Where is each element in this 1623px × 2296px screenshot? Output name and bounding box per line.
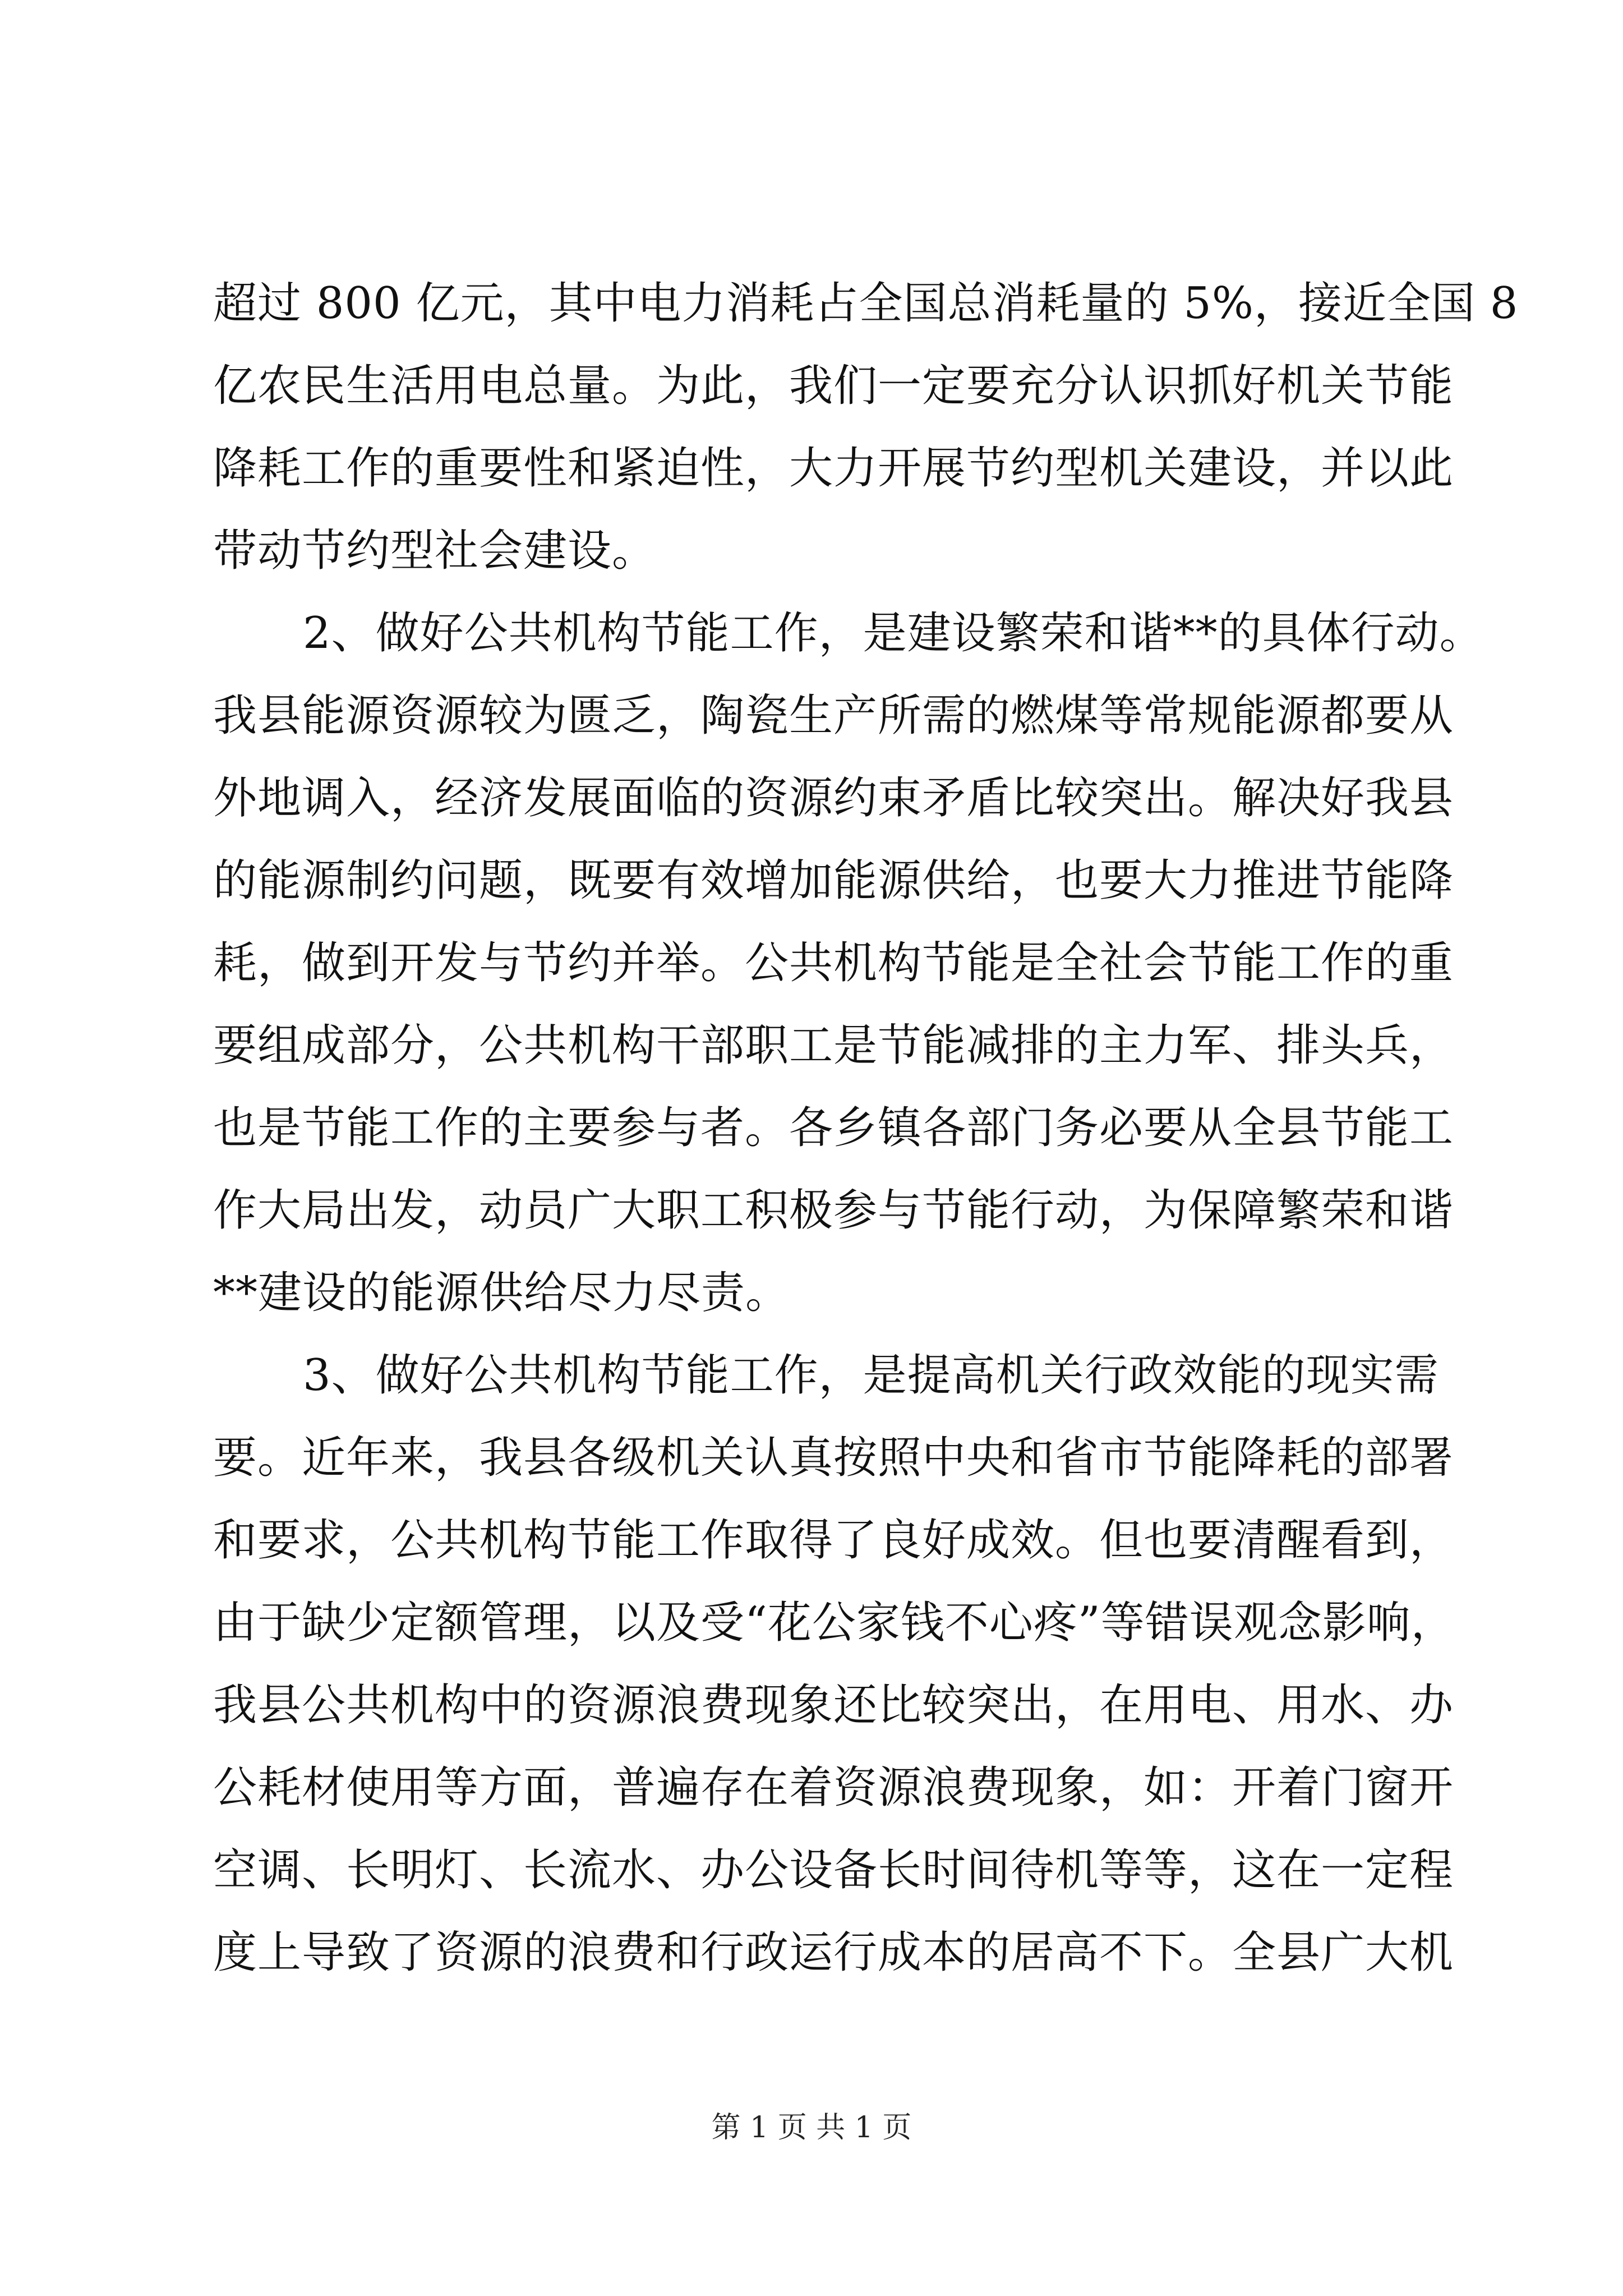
text-line: 公耗材使用等方面，普遍存在着资源浪费现象，如：开着门窗开 bbox=[213, 1763, 1454, 1813]
text-line: 的能源制约问题，既要有效增加能源供给，也要大力推进节能降 bbox=[213, 855, 1454, 906]
text-line: 由于缺少定额管理，以及受“花公家钱不心疼”等错误观念影响， bbox=[213, 1598, 1455, 1648]
text-line: 外地调入，经济发展面临的资源约束矛盾比较突出。解决好我县 bbox=[213, 773, 1454, 823]
text-line: 空调、长明灯、长流水、办公设备长时间待机等等，这在一定程 bbox=[213, 1845, 1454, 1895]
paragraph-start-line: 3、做好公共机构节能工作，是提高机关行政效能的现实需 bbox=[303, 1350, 1439, 1401]
text-line: 和要求，公共机构节能工作取得了良好成效。但也要清醒看到， bbox=[213, 1515, 1454, 1566]
text-line: 超过 800 亿元，其中电力消耗占全国总消耗量的 5%，接近全国 8 bbox=[213, 278, 1519, 329]
text-line: 亿农民生活用电总量。为此，我们一定要充分认识抓好机关节能 bbox=[213, 361, 1454, 411]
page-footer: 第 1 页 共 1 页 bbox=[711, 2111, 912, 2145]
text-line: 带动节约型社会建设。 bbox=[213, 526, 657, 576]
text-line: 降耗工作的重要性和紧迫性，大力开展节约型机关建设，并以此 bbox=[213, 443, 1454, 494]
text-line: 我县能源资源较为匮乏，陶瓷生产所需的燃煤等常规能源都要从 bbox=[213, 691, 1454, 741]
text-line: 作大局出发，动员广大职工积极参与节能行动，为保障繁荣和谐 bbox=[213, 1185, 1454, 1236]
text-line: **建设的能源供给尽力尽责。 bbox=[213, 1268, 790, 1318]
document-body bbox=[213, 263, 1519, 1994]
text-line: 耗，做到开发与节约并举。公共机构节能是全社会节能工作的重 bbox=[213, 938, 1454, 988]
text-line: 我县公共机构中的资源浪费现象还比较突出，在用电、用水、办 bbox=[213, 1680, 1454, 1731]
text-line: 也是节能工作的主要参与者。各乡镇各部门务必要从全县节能工 bbox=[213, 1103, 1454, 1153]
text-line: 度上导致了资源的浪费和行政运行成本的居高不下。全县广大机 bbox=[213, 1927, 1454, 1978]
text-line: 要。近年来，我县各级机关认真按照中央和省市节能降耗的部署 bbox=[213, 1433, 1454, 1483]
text-line: 要组成部分，公共机构干部职工是节能减排的主力军、排头兵， bbox=[213, 1020, 1454, 1071]
paragraph-start-line: 2、做好公共机构节能工作，是建设繁荣和谐**的具体行动。 bbox=[303, 608, 1484, 659]
